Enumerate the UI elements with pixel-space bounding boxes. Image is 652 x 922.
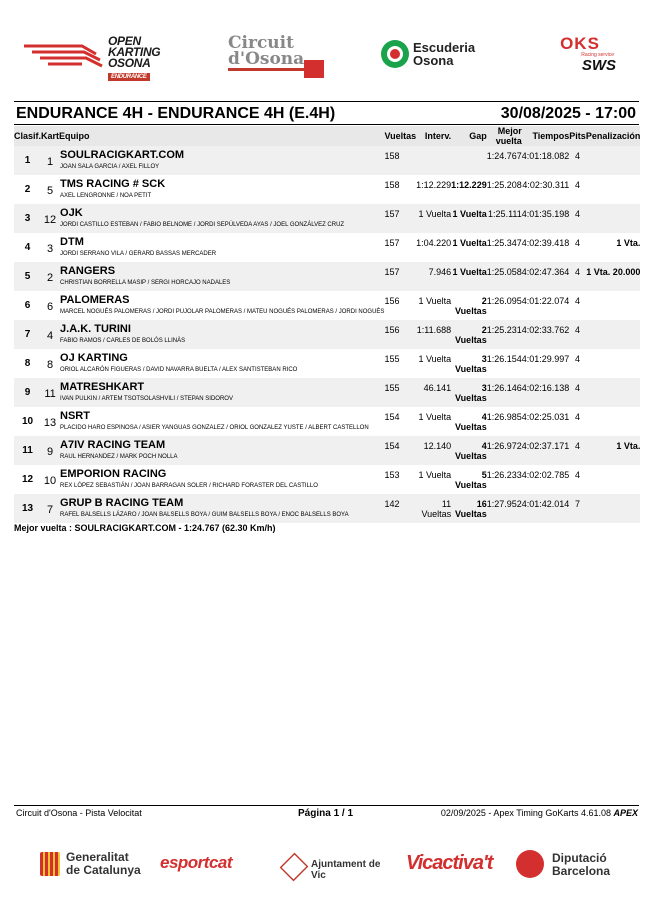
total-time: 4:02:39.418: [521, 238, 570, 248]
oks-sws-logo: [540, 36, 620, 80]
ajuntament-text: Ajuntament de Vic: [311, 859, 381, 881]
gap: 3 Vueltas: [455, 383, 487, 403]
team-name: GRUP B RACING TEAM: [60, 497, 184, 509]
diputacio-line1: Diputació: [552, 851, 607, 865]
generalitat-line2: de Catalunya: [66, 863, 141, 877]
drivers: MARCEL NOGUÉS PALOMERAS / JORDI PUJOLAR PALOMERAS / MATEU NOGUÉS PALOMERAS / JORDI NOGUÉS: [60, 309, 385, 315]
best-lap: 1:24.767: [486, 151, 522, 161]
vicactiva-logo: [406, 848, 506, 882]
table-row: [14, 494, 640, 523]
position: 12: [21, 474, 34, 485]
penalty: [586, 349, 641, 354]
pits: 4: [575, 267, 581, 277]
laps: 154: [384, 412, 400, 422]
generalitat-line1: Generalitat: [66, 850, 129, 864]
drivers: FABIO RAMOS / CARLES DE BOLÓS LLINÀS: [60, 338, 186, 344]
kart-number: 12: [43, 214, 57, 226]
race-datetime: 30/08/2025 - 17:00: [500, 105, 636, 122]
circuit-red-block: [304, 60, 324, 78]
drivers: REX LÓPEZ SEBASTIÁN / JOAN BARRAGAN SOLER / RICHARD FORASTER DEL CASTILLO: [60, 483, 318, 489]
gap: 4 Vueltas: [455, 441, 487, 461]
diputacio-line2: Barcelona: [552, 864, 611, 878]
kart-number: 6: [46, 301, 54, 313]
position: 2: [24, 184, 31, 195]
kart-number: 1: [46, 156, 54, 168]
gap: 2 Vueltas: [455, 325, 487, 345]
okart-line1: OPEN: [108, 34, 141, 48]
laps: 155: [384, 383, 400, 393]
col-best-lap: Mejor vuelta: [487, 126, 522, 146]
col-gap: Gap: [451, 126, 487, 146]
col-pits: Pits: [569, 126, 586, 146]
title-rule-top: [14, 101, 639, 102]
col-kart: Kart: [41, 126, 59, 146]
table-row: [14, 436, 640, 465]
team-name: A7IV RACING TEAM: [60, 439, 166, 451]
gap: 1 Vuelta: [452, 267, 487, 277]
table-header-row: [14, 126, 640, 146]
penalty: [586, 291, 641, 296]
interval: 1:04.220: [416, 238, 452, 248]
okart-line2: KARTING: [108, 45, 161, 59]
penalty: [586, 494, 641, 499]
interval: 7.946: [428, 267, 452, 277]
penalty: [586, 320, 641, 325]
total-time: 4:01:18.082: [521, 151, 570, 161]
col-laps: Vueltas: [384, 126, 416, 146]
drivers: ORIOL ALCARÓN FIGUERAS / DAVID NAVARRA BUELTA / ALEX SANTISTEBAN RICO: [60, 367, 298, 373]
drivers: JOAN SALA GARCIA / AXEL FILLOY: [60, 164, 160, 170]
laps: 157: [384, 267, 400, 277]
apex-logo: APEX: [613, 808, 638, 818]
best-lap-summary: Mejor vuelta : SOULRACIGKART.COM - 1:24.767 (62.30 Km/h): [14, 523, 276, 533]
ajuntament-vic-logo: [280, 848, 395, 882]
laps: 154: [384, 441, 400, 451]
penalty: [586, 175, 641, 180]
esportcat-logo: [160, 848, 270, 882]
position: 13: [21, 503, 34, 514]
drivers: CHRISTIAN BORRELLA MASIP / SERGI HORCAJO NADALES: [60, 280, 231, 286]
team-name: MATRESHKART: [60, 381, 145, 393]
results-table: [14, 126, 640, 523]
pits: 4: [575, 151, 581, 161]
kart-number: 2: [46, 272, 54, 284]
interval: 11 Vueltas: [421, 499, 452, 519]
penalty: [586, 204, 641, 209]
team-name: TMS RACING # SCK: [60, 178, 166, 190]
team-name: PALOMERAS: [60, 294, 130, 306]
position: 7: [24, 329, 31, 340]
kart-number: 13: [43, 417, 57, 429]
gap: 3 Vueltas: [455, 354, 487, 374]
team-name: RANGERS: [60, 265, 116, 277]
team-name: J.A.K. TURINI: [60, 323, 131, 335]
table-row: [14, 262, 640, 291]
laps: 156: [384, 296, 400, 306]
oks-line1: OKS: [560, 34, 600, 53]
gap: 4 Vueltas: [455, 412, 487, 432]
kart-number: 4: [46, 330, 54, 342]
interval: 46.141: [423, 383, 452, 393]
circuit-line1: Circuit: [228, 33, 294, 53]
kart-number: 3: [46, 243, 54, 255]
kart-number: 11: [44, 388, 56, 400]
best-lap: 1:26.146: [486, 383, 522, 393]
best-lap: 1:25.347: [486, 238, 522, 248]
okart-tag: ENDURANCE: [108, 73, 150, 81]
team-name: SOULRACIGKART.COM: [60, 149, 185, 161]
diputacio-barcelona-logo: [516, 848, 616, 882]
title-rule-bottom: [14, 124, 639, 125]
kart-number: 9: [46, 446, 54, 458]
escuderia-line2: Osona: [413, 53, 454, 68]
open-karting-logo: [22, 36, 182, 80]
total-time: 4:02:47.364: [521, 267, 570, 277]
laps: 158: [384, 151, 400, 161]
col-interval: Interv.: [416, 126, 451, 146]
penalty: 1 Vta. 20.000: [586, 267, 641, 277]
total-time: 4:02:37.171: [521, 441, 570, 451]
generalitat-logo: [40, 848, 150, 882]
vic-crest-icon: [280, 853, 309, 882]
pits: 4: [575, 441, 581, 451]
interval: [416, 146, 451, 151]
interval: 1:11.688: [416, 325, 452, 335]
gap: 1 Vuelta: [452, 238, 487, 248]
team-name: NSRT: [60, 410, 90, 422]
col-penalty: Penalización: [586, 126, 641, 146]
drivers: IVAN PULKIN / ARTEM TSOTSOLASHVILI / STEPAN SIDOROV: [60, 396, 233, 402]
footer-software: [441, 808, 638, 818]
table-row: [14, 465, 640, 494]
team-name: DTM: [60, 236, 84, 248]
table-row: [14, 349, 640, 378]
laps: 153: [384, 470, 400, 480]
drivers: JORDI CASTILLO ESTEBAN / FABIO BELNOME / JORDI SEPÚLVEDA AYAS / JOEL GONZÁLVEZ CRUZ: [60, 222, 345, 228]
laps: 157: [384, 238, 400, 248]
laps: 155: [384, 354, 400, 364]
interval: 1 Vuelta: [418, 470, 452, 480]
position: 3: [24, 213, 31, 224]
escuderia-line1: Escuderia: [413, 40, 476, 55]
drivers: PLACIDO HARO ESPINOSA / ASIER YANGUAS GONZALEZ / ORIOL GONZALEZ YUSTE / ALBERT CASTELLON: [60, 425, 369, 431]
circuit-line2: d'Osona: [228, 49, 305, 69]
pits: 4: [575, 412, 581, 422]
pits: 4: [575, 325, 581, 335]
pits: 4: [575, 470, 581, 480]
speed-lines-icon: [22, 40, 107, 70]
total-time: 4:02:25.031: [521, 412, 570, 422]
interval: 12.140: [423, 441, 452, 451]
penalty: [586, 465, 641, 470]
best-lap: 1:25.111: [488, 209, 522, 219]
position: 10: [21, 416, 34, 427]
position: 4: [24, 242, 31, 253]
kart-number: 10: [43, 475, 57, 487]
best-lap: 1:25.231: [486, 325, 522, 335]
position: 11: [22, 445, 33, 456]
best-lap: 1:27.952: [486, 499, 522, 509]
gap: [451, 146, 487, 151]
kart-number: 5: [46, 185, 54, 197]
total-time: 4:01:42.014: [521, 499, 570, 509]
interval: 1 Vuelta: [418, 412, 452, 422]
interval: 1 Vuelta: [418, 209, 452, 219]
escuderia-osona-logo: [381, 38, 491, 76]
table-row: [14, 407, 640, 436]
pits: 7: [575, 499, 581, 509]
laps: 158: [384, 180, 400, 190]
drivers: RAFEL BALSELLS LÁZARO / JOAN BALSELLS BOYA / GUIM BALSELLS BOYA / ENOC BALSELLS BOYA: [60, 512, 349, 518]
footer-rule: [14, 805, 639, 806]
total-time: 4:01:35.198: [521, 209, 570, 219]
drivers: AXEL LENGRONNE / NOA PETIT: [60, 193, 152, 199]
circuit-osona-logo: [228, 33, 324, 76]
gap: 5 Vueltas: [455, 470, 487, 490]
footer-page-number: Página 1 / 1: [298, 808, 354, 819]
interval: 1 Vuelta: [418, 354, 452, 364]
oks-line1b: Racing service: [581, 52, 614, 58]
table-row: [14, 175, 640, 204]
gap: 1 Vuelta: [452, 209, 487, 219]
total-time: 4:02:02.785: [521, 470, 570, 480]
best-lap: 1:26.985: [486, 412, 522, 422]
best-lap: 1:26.095: [486, 296, 522, 306]
results-body: [14, 146, 640, 523]
vicactiva-text: Vicactiva't: [406, 852, 493, 874]
penalty: 1 Vta.: [616, 441, 641, 451]
total-time: 4:01:29.997: [521, 354, 570, 364]
team-name: EMPORION RACING: [60, 468, 167, 480]
laps: 157: [384, 209, 400, 219]
col-time: Tiempos: [522, 126, 570, 146]
oks-line2: SWS: [581, 57, 616, 74]
drivers: RAUL HERNANDEZ / MARK POCH NOLLA: [60, 454, 178, 460]
kart-number: 7: [46, 504, 54, 516]
pits: 4: [575, 180, 581, 190]
escuderia-circle-core: [390, 49, 400, 59]
table-row: [14, 320, 640, 349]
position: 5: [24, 271, 31, 282]
position: 6: [24, 300, 31, 311]
penalty: [586, 378, 641, 383]
position: 9: [24, 387, 31, 398]
team-name: OJK: [60, 207, 83, 219]
table-row: [14, 233, 640, 262]
penalty: [586, 407, 641, 412]
gap: 1:12.229: [451, 180, 487, 190]
penalty: 1 Vta.: [616, 238, 641, 248]
table-row: [14, 378, 640, 407]
best-lap: 1:25.058: [486, 267, 522, 277]
laps: 156: [384, 325, 400, 335]
gap: 2 Vueltas: [455, 296, 487, 316]
header-logos: [0, 30, 652, 80]
interval: 1 Vuelta: [418, 296, 452, 306]
drivers: JORDI SERRANO VILA / GERARD BASSAS MERCADER: [60, 251, 217, 257]
best-lap: 1:26.154: [486, 354, 522, 364]
pits: 4: [575, 238, 581, 248]
footer-software-text: 02/09/2025 - Apex Timing GoKarts 4.61.08: [440, 808, 611, 818]
sponsor-logos: [0, 848, 652, 884]
team-name: OJ KARTING: [60, 352, 128, 364]
page-title: ENDURANCE 4H - ENDURANCE 4H (E.4H): [16, 105, 336, 122]
best-lap: 1:26.972: [486, 441, 522, 451]
best-lap: 1:26.233: [486, 470, 522, 480]
pits: 4: [575, 209, 581, 219]
table-row: [14, 146, 640, 175]
col-clas: Clasif.: [14, 126, 41, 146]
position: 1: [24, 155, 31, 166]
okart-line3: OSONA: [108, 56, 151, 70]
pits: 4: [575, 296, 581, 306]
penalty: [586, 146, 641, 151]
gap: 16 Vueltas: [455, 499, 487, 519]
total-time: 4:02:16.138: [521, 383, 570, 393]
senyera-icon: [40, 852, 60, 876]
position: 8: [24, 358, 31, 369]
pits: 4: [575, 383, 581, 393]
col-team: Equipo: [59, 126, 384, 146]
kart-number: 8: [46, 359, 54, 371]
total-time: 4:02:33.762: [521, 325, 570, 335]
total-time: 4:01:22.074: [521, 296, 570, 306]
table-row: [14, 291, 640, 320]
diputacio-emblem-icon: [516, 850, 544, 878]
table-row: [14, 204, 640, 233]
esportcat-text: esportcat: [160, 853, 233, 872]
pits: 4: [575, 354, 581, 364]
total-time: 4:02:30.311: [522, 180, 570, 190]
footer-venue: Circuit d'Osona - Pista Velocitat: [16, 808, 142, 818]
laps: 142: [384, 499, 400, 509]
best-lap: 1:25.208: [486, 180, 522, 190]
interval: 1:12.229: [416, 180, 452, 190]
